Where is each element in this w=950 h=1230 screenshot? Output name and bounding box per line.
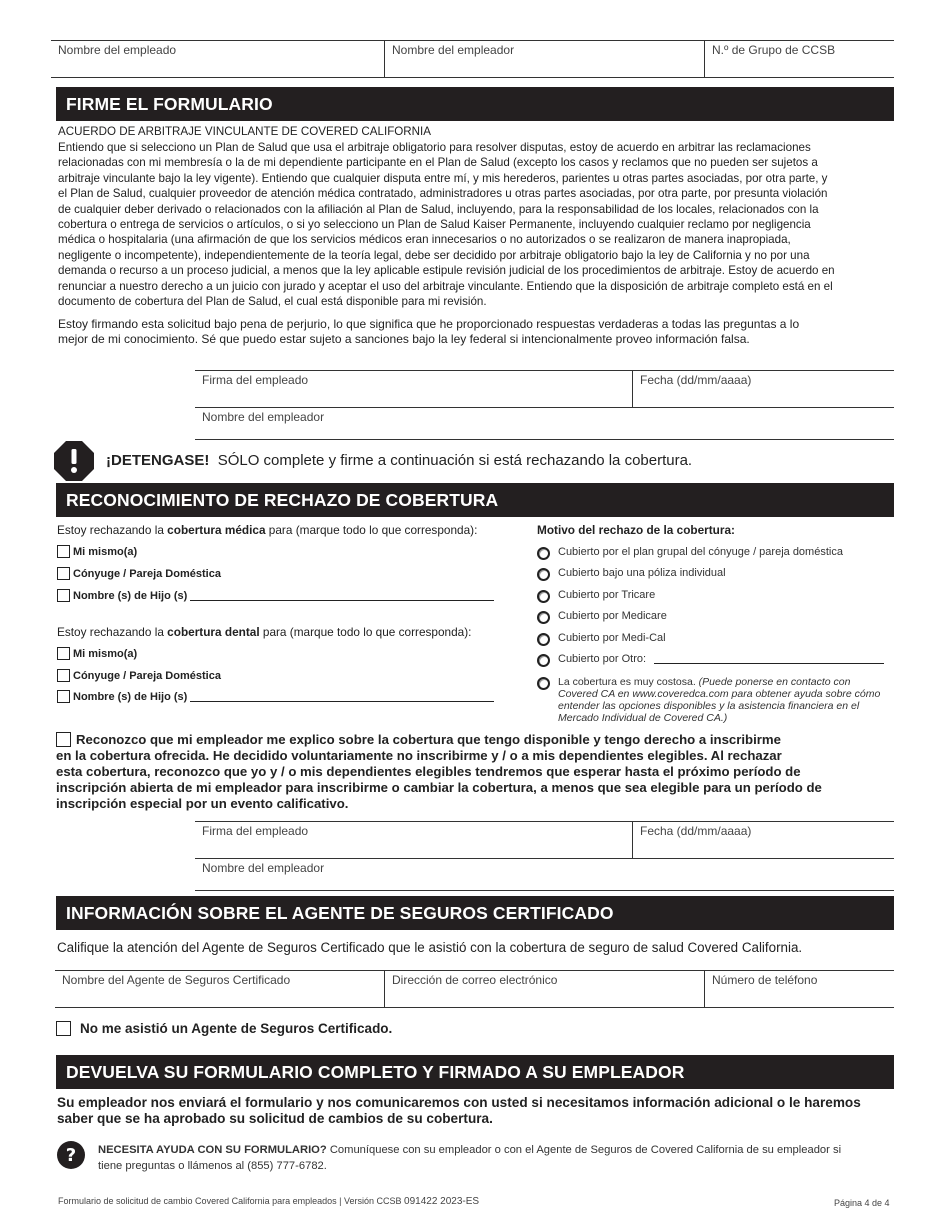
help-icon [56, 1140, 86, 1170]
checkbox[interactable] [57, 647, 70, 660]
footer-form-info: Formulario de solicitud de cambio Covered California para empleados | Versión CCSB 091422 2023-ES [58, 1196, 480, 1207]
return-header: DEVUELVA SU FORMULARIO COMPLETO Y FIRMADO A SU EMPLEADOR [56, 1055, 894, 1089]
radio-button[interactable] [537, 568, 550, 581]
radio-button[interactable] [537, 590, 550, 603]
reason-tricare[interactable]: Cubierto por Tricare [537, 589, 655, 603]
employee-signature-field[interactable]: Firma del empleado [195, 371, 633, 407]
employee-name-field[interactable]: Nombre del empleado [51, 41, 385, 77]
waiver-employer-name-field[interactable]: Nombre del empleador [195, 859, 894, 891]
agreement-heading: ACUERDO DE ARBITRAJE VINCULANTE DE COVERED CALIFORNIA [58, 125, 431, 138]
waiver-header: RECONOCIMIENTO DE RECHAZO DE COBERTURA [56, 483, 894, 517]
help-text: NECESITA AYUDA CON SU FORMULARIO? Comuníquese con su empleador o con el Agente de Seguros de Covered California de su empleador si tiene preguntas o llámenos al (855) 777-6782. [98, 1144, 842, 1172]
agent-fields [55, 970, 894, 1008]
radio-button[interactable] [537, 633, 550, 646]
reason-too-costly[interactable]: La cobertura es muy costosa. (Puede ponerse en contacto con Covered CA en www.coveredca.com para obtener ayuda sobre cómo entender las opciones disponibles y la asistencia financiera en el Mercado Individual de Covered CA.) [537, 676, 898, 724]
medical-self-option[interactable]: Mi mismo(a) [57, 545, 137, 558]
reason-other[interactable]: Cubierto por Otro: [537, 653, 884, 667]
radio-button[interactable] [537, 611, 550, 624]
acknowledgement-text: Reconozco que mi empleador me explico sobre la cobertura que tengo disponible y tengo derecho a inscribirme en la cobertura ofrecida. He decidido voluntariamente no inscribirme y / o a mis dependientes elegibles. Al rechazar esta cobertura, reconozco que yo y / o mis dependientes elegibles tendremos que esperar hasta el próximo período de inscripción abierta de mi empleador para inscribirme o cambiar la cobertura, a menos que sea elegible para un período de inscripción especial por un evento calificativo. [56, 732, 822, 811]
medical-spouse-option[interactable]: Cónyuge / Pareja Doméstica [57, 567, 221, 580]
reason-medi-cal[interactable]: Cubierto por Medi-Cal [537, 632, 666, 646]
reason-individual-policy[interactable]: Cubierto bajo una póliza individual [537, 567, 726, 581]
radio-button[interactable] [537, 654, 550, 667]
sign-form-header: FIRME EL FORMULARIO [56, 87, 894, 121]
page-number: Página 4 de 4 [834, 1198, 890, 1208]
checkbox[interactable] [57, 669, 70, 682]
checkbox[interactable] [56, 1021, 71, 1036]
signature-block-2 [195, 821, 894, 891]
agent-phone-field[interactable]: Número de teléfono [712, 973, 818, 987]
agent-intro: Califique la atención del Agente de Seguros Certificado que le asistió con la cobertura de seguro de salud Covered California. [57, 940, 803, 955]
dental-spouse-option[interactable]: Cónyuge / Pareja Doméstica [57, 669, 221, 682]
employer-name-sign-field[interactable]: Nombre del empleador [195, 408, 894, 440]
employer-name-field[interactable]: Nombre del empleador [385, 41, 705, 77]
signature-date-field[interactable]: Fecha (dd/mm/aaaa) [640, 373, 752, 387]
agent-name-field[interactable]: Nombre del Agente de Seguros Certificado [55, 971, 385, 1007]
stop-icon [54, 441, 94, 481]
children-name-line[interactable] [190, 691, 494, 702]
medical-children-option[interactable]: Nombre (s) de Hijo (s) [57, 589, 494, 602]
perjury-text: Estoy firmando esta solicitud bajo pena de perjurio, lo que significa que he proporcionado respuestas verdaderas a todas las preguntas a lo mejor de mi conocimiento. Sé que puedo estar sujeto a sanciones bajo la ley federal si intencionalmente proveo información falsa. [58, 317, 800, 347]
radio-button[interactable] [537, 547, 550, 560]
dental-children-option[interactable]: Nombre (s) de Hijo (s) [57, 690, 494, 703]
top-fields [51, 40, 894, 78]
reason-heading: Motivo del rechazo de la cobertura: [537, 523, 735, 537]
no-agent-option[interactable]: No me asistió un Agente de Seguros Certificado. [56, 1021, 392, 1036]
return-text: Su empleador nos enviará el formulario y nos comunicaremos con usted si necesitamos información adicional o le haremos saber que se ha aprobado su solicitud de cambios de su cobertura. [57, 1095, 861, 1126]
ccsb-group-number-field[interactable]: N.º de Grupo de CCSB [712, 43, 836, 57]
agent-email-field[interactable]: Dirección de correo electrónico [385, 971, 705, 1007]
agreement-text: Entiendo que si selecciono un Plan de Salud que usa el arbitraje obligatorio para resolver disputas, estoy de acuerdo en arbitrar las reclamaciones relacionadas con mi membresía o la de mi dependiente participante en el Plan de Salud (excepto los casos y reclamos que no pueden ser sujetos a arbitraje vinculante bajo la ley vigente). Entiendo que cualquier disputa entre mí, y mis herederos, parientes u otras partes asociadas, por otra parte, y el Plan de Salud, cualquier proveedor de atención médica contratado, administradores u otras partes asociadas, por otra parte, por presunta violación de cualquier deber derivado o relacionados con la afiliación al Plan de Salud, incluyendo, para la responsabilidad de los locales, relacionados con la cobertura o entrega de servicios o artículos, o si yo selecciono un Plan de Salud Kaiser Permanente, incluyendo cualquier reclamo por negligencia médica o hospitalaria (una afirmación de que los servicios médicos eran innecesarios o no autorizados o se realizaron de manera inapropiada, negligente o incompetente), independientemente de la teoría legal, debe ser decidido por arbitraje obligatorio bajo la ley de California y no por una demanda o recurso a un proceso judicial, a menos que la ley aplicable estipule revisión judicial de los procedimientos de arbitraje. Estoy de acuerdo en renunciar a nuestro derecho a un juicio con jurado y aceptar el uso del arbitraje vinculante. Entiendo que la disposición de arbitraje completo está en el documento de cobertura del Plan de Salud, el cual está disponible para mi revisión. [58, 141, 835, 309]
reason-spouse-plan[interactable]: Cubierto por el plan grupal del cónyuge / pareja doméstica [537, 546, 843, 560]
dental-waiver-prompt: Estoy rechazando la cobertura dental para (marque todo lo que corresponda): [57, 625, 472, 639]
other-reason-line[interactable] [654, 653, 884, 664]
agent-header: INFORMACIÓN SOBRE EL AGENTE DE SEGUROS CERTIFICADO [56, 896, 894, 930]
checkbox[interactable] [57, 545, 70, 558]
dental-self-option[interactable]: Mi mismo(a) [57, 647, 137, 660]
checkbox[interactable] [57, 589, 70, 602]
signature-block-1 [195, 370, 894, 440]
svg-text:?: ? [65, 1145, 77, 1166]
medical-waiver-prompt: Estoy rechazando la cobertura médica para (marque todo lo que corresponda): [57, 523, 478, 537]
radio-button[interactable] [537, 677, 550, 690]
checkbox[interactable] [57, 567, 70, 580]
waiver-date-field[interactable]: Fecha (dd/mm/aaaa) [640, 824, 752, 838]
children-name-line[interactable] [190, 590, 494, 601]
reason-medicare[interactable]: Cubierto por Medicare [537, 610, 667, 624]
stop-message: ¡DETENGASE! SÓLO complete y firme a continuación si está rechazando la cobertura. [106, 452, 693, 469]
checkbox[interactable] [57, 690, 70, 703]
waiver-employee-signature-field[interactable]: Firma del empleado [195, 822, 633, 858]
